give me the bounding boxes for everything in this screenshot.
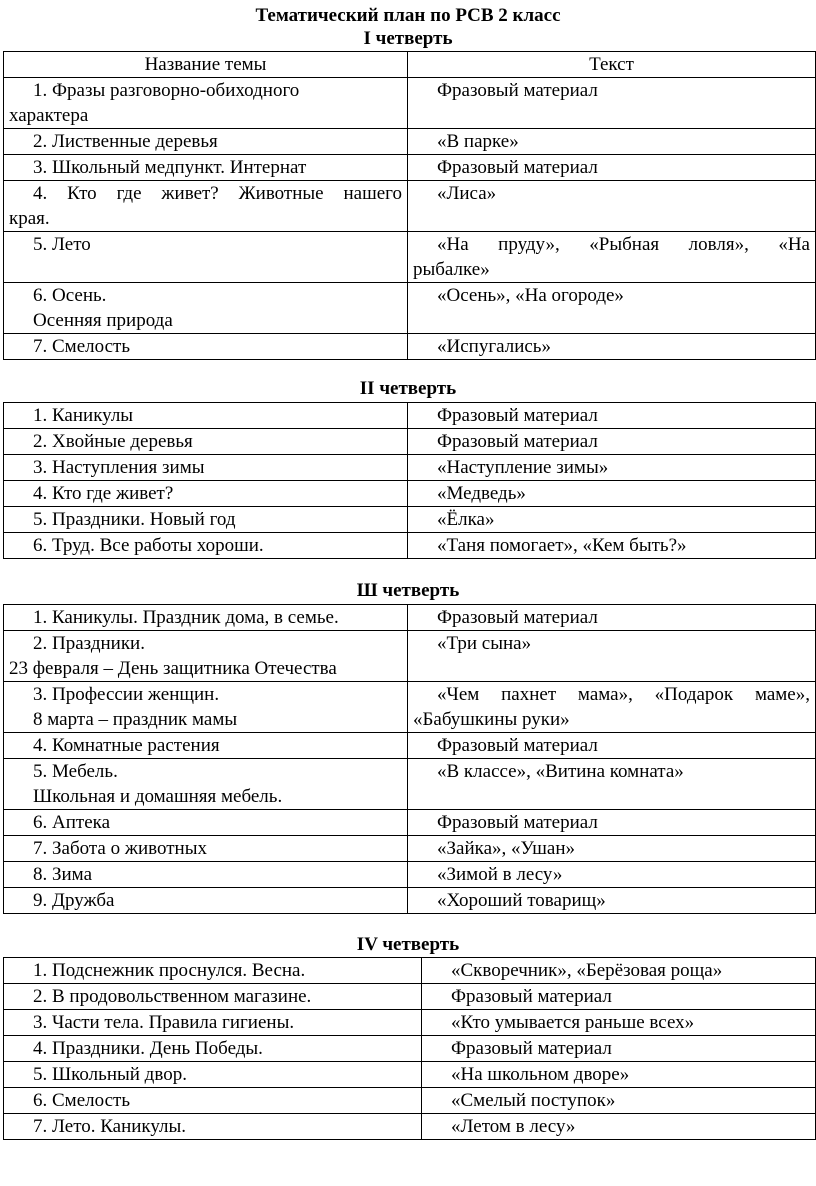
topic-cell: 5. Школьный двор.	[4, 1062, 422, 1088]
table-row	[4, 862, 816, 888]
text-cell: Фразовый материал	[422, 1036, 816, 1062]
table-row	[4, 78, 816, 129]
topic-cell: 2. Лиственные деревья	[4, 129, 408, 155]
topic-cell: 1. Каникулы	[4, 403, 408, 429]
topic-cell: 7. Забота о животных	[4, 836, 408, 862]
table-row	[4, 682, 816, 733]
text-cell: Фразовый материал	[408, 810, 816, 836]
table-row	[4, 1114, 816, 1140]
topic-cell: 3. Наступления зимы	[4, 455, 408, 481]
text-cell: «Таня помогает», «Кем быть?»	[408, 533, 816, 559]
topic-cell: 6. Труд. Все работы хороши.	[4, 533, 408, 559]
text-cell: «Ёлка»	[408, 507, 816, 533]
table-row	[4, 984, 816, 1010]
text-cell: Фразовый материал	[408, 429, 816, 455]
text-cell: «Испугались»	[408, 334, 816, 360]
quarter-title: I четверть	[363, 28, 453, 49]
header-topic: Название темы	[4, 52, 408, 78]
topic-cell: 7. Лето. Каникулы.	[4, 1114, 422, 1140]
table-row	[4, 429, 816, 455]
topic-cell: 4. Кто где живет? Животные нашего края.	[4, 181, 408, 232]
table-row	[4, 181, 816, 232]
text-cell: «Скворечник», «Берёзовая роща»	[422, 958, 816, 984]
quarter-title: IV четверть	[356, 934, 460, 955]
topic-cell: 1. Каникулы. Праздник дома, в семье.	[4, 605, 408, 631]
topic-cell: 3. Части тела. Правила гигиены.	[4, 1010, 422, 1036]
topic-cell: 1. Фразы разговорно-обиходного характера	[4, 78, 408, 129]
topic-cell: 5. Праздники. Новый год	[4, 507, 408, 533]
table-row	[4, 733, 816, 759]
topic-cell: 5. Мебель. Школьная и домашняя мебель.	[4, 759, 408, 810]
quarter-title: Ш четверть	[356, 580, 460, 601]
text-cell: «На школьном дворе»	[422, 1062, 816, 1088]
topic-cell: 6. Аптека	[4, 810, 408, 836]
topic-cell: 6. Смелость	[4, 1088, 422, 1114]
topic-cell: 4. Комнатные растения	[4, 733, 408, 759]
text-cell: «Медведь»	[408, 481, 816, 507]
text-cell: «В парке»	[408, 129, 816, 155]
table-row	[4, 232, 816, 283]
text-cell: «В классе», «Витина комната»	[408, 759, 816, 810]
topic-cell: 9. Дружба	[4, 888, 408, 914]
topic-cell: 3. Школьный медпункт. Интернат	[4, 155, 408, 181]
topic-cell: 2. Хвойные деревья	[4, 429, 408, 455]
quarter-table	[3, 402, 816, 559]
table-row	[4, 1062, 816, 1088]
document-title: Тематический план по РСВ 2 класс	[255, 5, 561, 26]
quarter-table	[3, 604, 816, 914]
table-row	[4, 155, 816, 181]
topic-cell: 6. Осень. Осенняя природа	[4, 283, 408, 334]
table-row	[4, 958, 816, 984]
topic-cell: 4. Праздники. День Победы.	[4, 1036, 422, 1062]
text-cell: «Хороший товарищ»	[408, 888, 816, 914]
text-cell: Фразовый материал	[408, 403, 816, 429]
header-text: Текст	[408, 52, 816, 78]
quarter-table	[3, 51, 816, 360]
text-cell: Фразовый материал	[408, 733, 816, 759]
table-row	[4, 334, 816, 360]
table-row	[4, 888, 816, 914]
text-cell: «Зимой в лесу»	[408, 862, 816, 888]
table-row	[4, 836, 816, 862]
topic-cell: 1. Подснежник проснулся. Весна.	[4, 958, 422, 984]
table-row	[4, 631, 816, 682]
text-cell: «Кто умывается раньше всех»	[422, 1010, 816, 1036]
table-row	[4, 759, 816, 810]
table-row	[4, 810, 816, 836]
text-cell: Фразовый материал	[408, 155, 816, 181]
text-cell: «Лиса»	[408, 181, 816, 232]
topic-cell: 5. Лето	[4, 232, 408, 283]
topic-cell: 4. Кто где живет?	[4, 481, 408, 507]
text-cell: Фразовый материал	[422, 984, 816, 1010]
table-row	[4, 605, 816, 631]
table-header	[4, 52, 816, 78]
text-cell: «Осень», «На огороде»	[408, 283, 816, 334]
topic-cell: 3. Профессии женщин. 8 марта – праздник мамы	[4, 682, 408, 733]
topic-cell: 2. В продовольственном магазине.	[4, 984, 422, 1010]
text-cell: «На пруду», «Рыбная ловля», «На рыбалке»	[408, 232, 816, 283]
topic-cell: 2. Праздники. 23 февраля – День защитника Отечества	[4, 631, 408, 682]
table-row	[4, 481, 816, 507]
text-cell: «Смелый поступок»	[422, 1088, 816, 1114]
text-cell: «Зайка», «Ушан»	[408, 836, 816, 862]
table-row	[4, 1010, 816, 1036]
table-row	[4, 1036, 816, 1062]
text-cell: «Наступление зимы»	[408, 455, 816, 481]
table-row	[4, 533, 816, 559]
topic-cell: 7. Смелость	[4, 334, 408, 360]
table-row	[4, 403, 816, 429]
topic-cell: 8. Зима	[4, 862, 408, 888]
table-row	[4, 507, 816, 533]
table-row	[4, 283, 816, 334]
quarter-title: II четверть	[359, 378, 457, 399]
text-cell: Фразовый материал	[408, 605, 816, 631]
quarter-table	[3, 957, 816, 1140]
text-cell: «Чем пахнет мама», «Подарок маме», «Бабушкины руки»	[408, 682, 816, 733]
table-row	[4, 129, 816, 155]
table-row	[4, 1088, 816, 1114]
text-cell: «Три сына»	[408, 631, 816, 682]
text-cell: Фразовый материал	[408, 78, 816, 129]
table-row	[4, 455, 816, 481]
text-cell: «Летом в лесу»	[422, 1114, 816, 1140]
